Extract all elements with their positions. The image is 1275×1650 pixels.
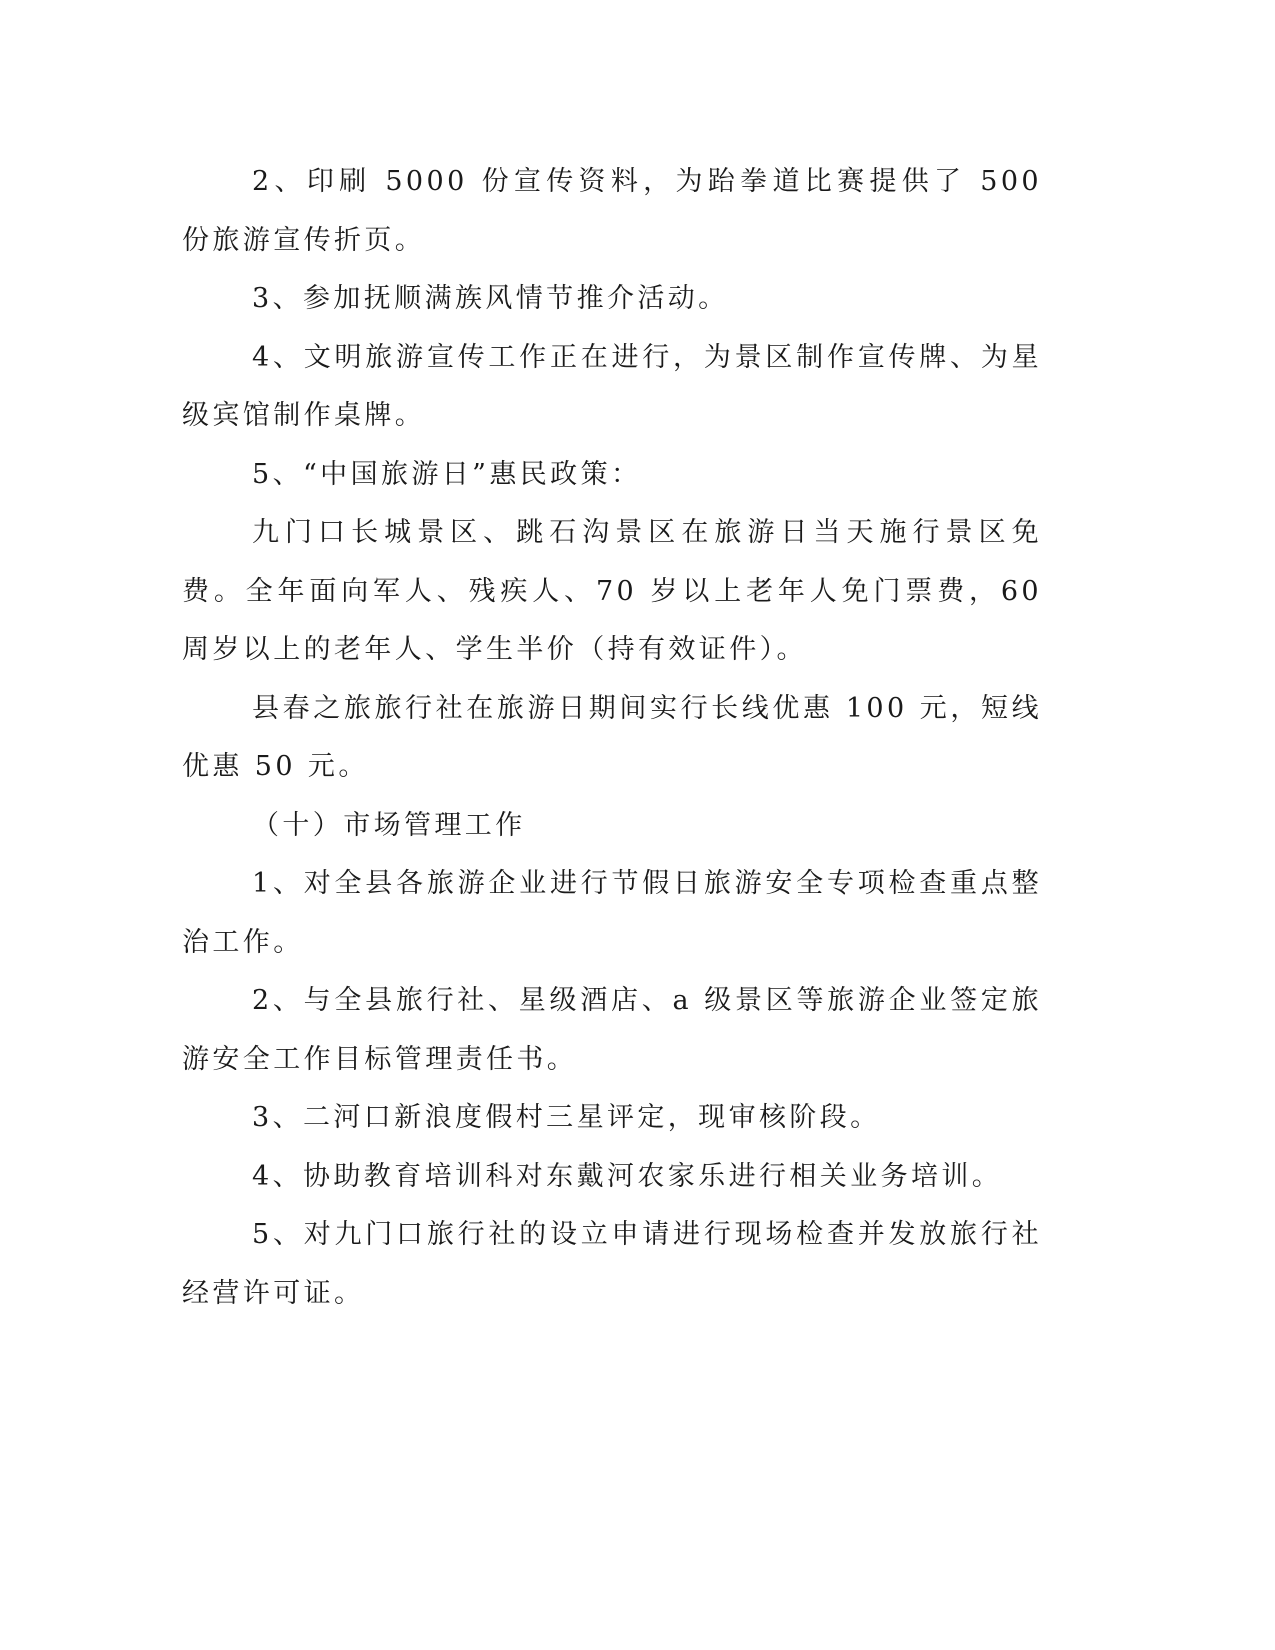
paragraph-item-1-safety-inspection: 1、对全县各旅游企业进行节假日旅游安全专项检查重点整治工作。 — [182, 868, 1042, 958]
paragraph-item-2-responsibility-letter: 2、与全县旅行社、星级酒店、a 级景区等旅游企业签定旅游安全工作目标管理责任书。 — [182, 985, 1042, 1075]
paragraph-item-4-civilized-tourism: 4、文明旅游宣传工作正在进行，为景区制作宣传牌、为星级宾馆制作桌牌。 — [182, 341, 1042, 431]
document-body — [182, 153, 1042, 1323]
paragraph-item-4-agritourism-training: 4、协助教育培训科对东戴河农家乐进行相关业务培训。 — [252, 1160, 1003, 1192]
paragraph-travel-agency-discount: 县春之旅旅行社在旅游日期间实行长线优惠 100 元，短线优惠 50 元。 — [182, 692, 1042, 782]
paragraph-item-3-fushun-promotion: 3、参加抚顺满族风情节推介活动。 — [252, 283, 729, 314]
paragraph-item-3-three-star-rating: 3、二河口新浪度假村三星评定，现审核阶段。 — [252, 1102, 881, 1133]
section-heading-market-management: （十）市场管理工作 — [252, 809, 526, 841]
paragraph-item-5-tourism-day-policy: 5、“中国旅游日”惠民政策： — [252, 458, 642, 490]
paragraph-item-5-agency-license: 5、对九门口旅行社的设立申请进行现场检查并发放旅行社经营许可证。 — [182, 1219, 1042, 1309]
paragraph-scenic-free-admission: 九门口长城景区、跳石沟景区在旅游日当天施行景区免费。全年面向军人、残疾人、70 岁以上老年人免门票费，60 周岁以上的老年人、学生半价（持有效证件）。 — [182, 517, 1042, 665]
paragraph-item-2-brochures: 2、印刷 5000 份宣传资料，为跆拳道比赛提供了 500 份旅游宣传折页。 — [182, 166, 1042, 256]
